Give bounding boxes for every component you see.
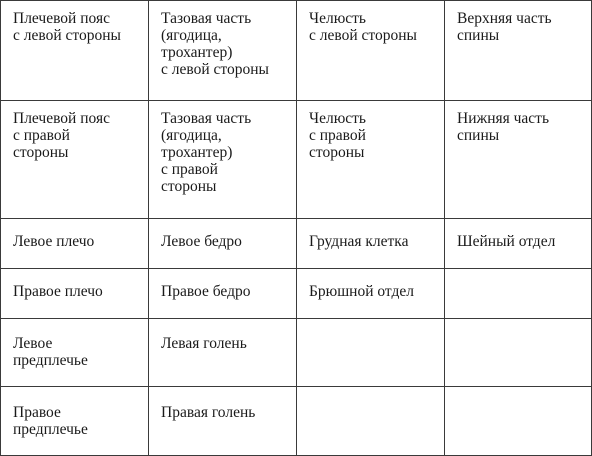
table-cell: Тазовая часть (ягодица, трохантер) с левой стороны xyxy=(149,1,297,101)
table-cell: Грудная клетка xyxy=(297,219,445,269)
table-cell: Плечевой пояс с правой стороны xyxy=(1,101,149,219)
table-cell: Нижняя часть спины xyxy=(445,101,592,219)
table-cell: Челюсть с левой стороны xyxy=(297,1,445,101)
table-cell: Брюшной отдел xyxy=(297,269,445,319)
table-cell-empty xyxy=(445,387,592,456)
table-cell: Челюсть с правой стороны xyxy=(297,101,445,219)
table-cell-empty xyxy=(445,269,592,319)
table-cell: Верхняя часть спины xyxy=(445,1,592,101)
table-cell: Правое бедро xyxy=(149,269,297,319)
table-cell: Левое предплечье xyxy=(1,319,149,387)
table-cell-empty xyxy=(445,319,592,387)
table-row xyxy=(1,387,592,456)
table-row xyxy=(1,1,592,101)
table-cell: Левое плечо xyxy=(1,219,149,269)
table-cell: Правое предплечье xyxy=(1,387,149,456)
table-cell: Тазовая часть (ягодица, трохантер) с правой стороны xyxy=(149,101,297,219)
table-row xyxy=(1,219,592,269)
table-cell-empty xyxy=(297,387,445,456)
table-row xyxy=(1,319,592,387)
table-cell: Левая голень xyxy=(149,319,297,387)
table-cell: Шейный отдел xyxy=(445,219,592,269)
table-cell: Левое бедро xyxy=(149,219,297,269)
table-cell: Правое плечо xyxy=(1,269,149,319)
table-cell: Плечевой пояс с левой стороны xyxy=(1,1,149,101)
table-cell: Правая голень xyxy=(149,387,297,456)
table-row xyxy=(1,269,592,319)
table-cell-empty xyxy=(297,319,445,387)
table-row xyxy=(1,101,592,219)
